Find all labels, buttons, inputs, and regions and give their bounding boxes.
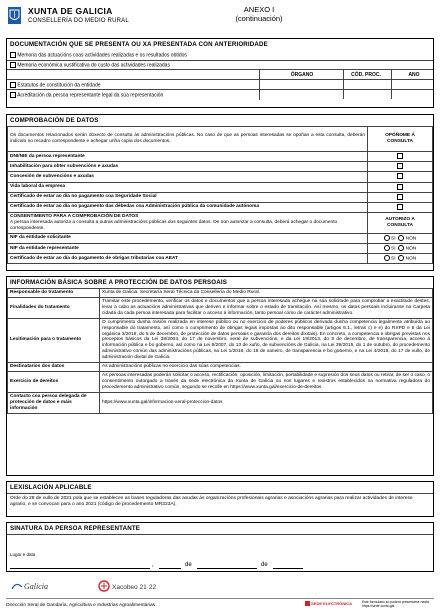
consent-text: A persoa interesada autoriza a consulta a outras administracións públicas dos seguintes datos. De non autorizar a consulta, deberá achegar o documento correspondente. — [10, 219, 338, 231]
check-item: Certificado de estar ao día no pagamento coa Seguridade Social — [8, 192, 368, 202]
privacy-text: O cumprimento dunha misión realizada en interese público ou no exercicio de poderes públicos derivada dunha competencia legalmente atribuída ao responsable do tratamento, así como o cumprimento de obrigas legais impostas ao dito responsable (artigos 6.1., letras c) e e) do RXPD e 8 da Lei orgánica 3/2018, do 5 de decembro, de protección de datos persoais e garantía dos dereitos dixitais). En concreto, a competencia e obrigas previstas nos preceptos básicos da Lei 38/2003, do 17 de novembro, xeral de subvencións, e da Lei 19/2013, do 9 de decembro, de transparencia, acceso á información pública e bo goberno, así como na Lei 9/2007, do 13 de xuño, de subvencións de Galicia, na Lei 39/2015, do 1 de outubro, do procedemento administrativo común das administracións públicas, na Lei 1/2016, do 18 de xaneiro, de transparencia e bo goberno, e na Lei 4/2019, do 17 de xullo, de administración dixital de Galicia. — [100, 318, 433, 362]
oppose-header-line: CONSULTA — [387, 139, 413, 144]
consent-item: Certificado de estar ao día do pagamento de obrigas tributarias coa AEAT — [8, 254, 368, 264]
oppose-checkbox[interactable] — [397, 153, 403, 159]
doc-table-header — [7, 69, 433, 79]
organ-header: ÓRGANO — [290, 72, 314, 78]
privacy-text: Xunta de Galicia. Secretaría Xeral Técnica da Consellería do Medio Rural. — [100, 289, 433, 298]
yes-label: SI — [391, 236, 396, 242]
consent-item: NIF da entidade representante — [8, 243, 368, 253]
privacy-text: Tramitar este procedemento, verificar os datos e documentos que a persoa interesada achegue na súa solicitude para comprobar a exactitude destes, levar a cabo as actuacións administrativas que deriven e informar sobre o estado de tramitación. Así mesmo, os datos persoais incluiranse na Carpeta cidadá da cada persoa interesada para facilitar o acceso á información, tanto persoal como de carácter administrativo. — [100, 298, 433, 319]
documents-title: DOCUMENTACIÓN QUE SE PRESENTA OU XA PRESENTADA CON ANTERIORIDADE — [10, 41, 268, 48]
yes-radio[interactable] — [384, 245, 390, 251]
sede-note-line: Este formulario só poderá presentarse nesta — [362, 600, 429, 604]
day-field[interactable] — [159, 568, 181, 569]
de-label: de — [185, 562, 192, 568]
separator-comma: , — [152, 562, 154, 568]
no-label: NON — [405, 236, 417, 242]
doc-prev-row — [7, 79, 433, 89]
doc-label: Memoria económica xustificativa do custo das actividades realizadas — [17, 62, 170, 69]
footer-divider — [6, 598, 434, 599]
sede-label-text: SEDE ELECTRÓNICA — [311, 601, 353, 606]
year-header: ANO — [408, 72, 420, 78]
galicia-logo — [10, 579, 58, 598]
oppose-header — [368, 127, 433, 152]
consent-title: CONSENTIMENTO PARA A COMPROBACIÓN DE DATOS — [10, 214, 139, 220]
annex-label — [228, 5, 290, 23]
check-item: Certificado de estar ao día no pagamento das débedas coa Administración pública da comunidade autónoma — [8, 202, 368, 212]
sede-label — [305, 601, 352, 606]
xacobeo-logo — [98, 579, 158, 598]
signature-section — [6, 522, 434, 572]
authorize-header — [368, 213, 433, 234]
consent-options — [368, 254, 433, 264]
law-section — [6, 481, 434, 517]
de-label: de — [261, 562, 268, 568]
privacy-label: Destinatarios dos datos — [8, 363, 100, 372]
no-radio[interactable] — [398, 245, 404, 251]
doc-row — [7, 60, 433, 69]
privacy-table — [7, 288, 433, 414]
no-label: NON — [405, 256, 417, 262]
privacy-label: Finalidades do tratamento — [8, 298, 100, 319]
yes-label: SI — [391, 256, 396, 262]
yes-label: SI — [391, 246, 396, 252]
data-check-table — [7, 126, 433, 264]
annex-subtitle: (continuación) — [235, 14, 283, 23]
authorize-header-line: CONSULTA — [387, 222, 413, 228]
data-check-title: COMPROBACIÓN DE DATOS — [10, 117, 99, 124]
galicia-logo-text: Galicia — [24, 582, 48, 591]
privacy-label: Lexitimación para o tratamento — [8, 318, 100, 362]
no-label: NON — [405, 246, 417, 252]
privacy-text: As administracións públicas no exercicio das súas competencias. — [100, 363, 433, 372]
check-item: Vida laboral da empresa — [8, 182, 368, 192]
check-item: Inhabilitación para obter subvencións e axudas — [8, 162, 368, 172]
annex-title: ANEXO I — [243, 5, 275, 14]
privacy-section — [6, 276, 434, 476]
privacy-link[interactable]: https://www.xunta.gal/informacion-xeral-proteccion-datos — [100, 392, 433, 413]
month-field[interactable] — [197, 568, 257, 569]
year-field[interactable] — [273, 568, 303, 569]
xunta-shield-icon — [8, 7, 21, 24]
privacy-label: Contacto coa persoa delegada de protección de datos e máis información — [8, 392, 100, 413]
xacobeo-logo-text: Xacobeo 21·22 — [112, 584, 157, 591]
oppose-checkbox[interactable] — [397, 184, 403, 190]
check-item: DNI/NIE da persoa representante — [8, 152, 368, 162]
doc-prev-label: Acreditación da persoa representante legal da súa representación — [17, 91, 164, 98]
data-check-section — [6, 114, 434, 271]
consent-item: NIF da entidade solicitante — [8, 233, 368, 243]
check-item: Concesión de subvencións e axudas — [8, 172, 368, 182]
signature-area — [7, 534, 433, 572]
oppose-header-line: OPÓÑOME Á — [385, 133, 415, 139]
department-name: CONSELLERÍA DO MEDIO RURAL — [28, 18, 129, 24]
proc-code-header: CÓD. PROC. — [351, 72, 381, 78]
oppose-checkbox[interactable] — [397, 173, 403, 179]
doc-prev-row — [7, 89, 433, 99]
page-header — [6, 5, 436, 31]
doc-checkbox[interactable] — [10, 52, 16, 58]
place-field[interactable] — [10, 568, 150, 569]
no-radio[interactable] — [398, 255, 404, 261]
consent-options — [368, 233, 433, 243]
doc-checkbox[interactable] — [10, 62, 16, 68]
privacy-label: Exercicio de dereitos — [8, 372, 100, 393]
doc-label: Memoria das actuacións coas actividades realizadas e os resultados obtidos — [17, 52, 187, 59]
consent-options — [368, 243, 433, 253]
oppose-checkbox[interactable] — [397, 194, 403, 200]
no-radio[interactable] — [398, 235, 404, 241]
sede-url[interactable]: https://sede.xunta.gal — [362, 604, 395, 608]
doc-prev-label: Estatutos de constitución da entidade — [17, 81, 101, 88]
data-check-intro: Os documentos relacionados serán obxecto de consulta ás administracións públicas. No caso de que as persoas interesadas se opoñan a esta consulta, deberán indicalo no recadro correspondente e achegar unha copia dos documentos. — [8, 127, 368, 152]
sede-note — [362, 600, 436, 608]
law-title: LEXISLACIÓN APLICABLE — [10, 484, 92, 491]
oppose-checkbox[interactable] — [397, 163, 403, 169]
signature-title: SINATURA DA PERSOA REPRESENTANTE — [10, 525, 141, 532]
documents-section — [6, 38, 434, 108]
privacy-label: Responsable do tratamento — [8, 289, 100, 298]
sede-icon — [305, 601, 310, 606]
yes-radio[interactable] — [384, 235, 390, 241]
doc-row — [7, 51, 433, 60]
directorate-name: Dirección Xeral de Gandaría, Agricultura e Industrias Agroalimentarias — [6, 603, 156, 608]
law-text: Orde do 28 de xullo de 2021 pola que se establecen as bases reguladoras das axudas ás organizacións profesionais agrarias e asociacións agrarias para realizar actividades de interese agrario, e se convocan para o ano 2021 (código de procedemento MR323A). — [7, 493, 433, 510]
place-date-label: Lugar e data — [10, 552, 36, 557]
doc-prev-checkbox[interactable] — [10, 82, 16, 88]
brand-name: XUNTA DE GALICIA — [28, 6, 113, 16]
privacy-title: INFORMACIÓN BÁSICA SOBRE A PROTECCIÓN DE DATOS PERSOAIS — [10, 279, 228, 286]
authorize-header-line: AUTORIZO A — [385, 216, 415, 222]
footer-logos — [6, 577, 434, 595]
yes-radio[interactable] — [384, 255, 390, 261]
privacy-text: As persoas interesadas poderán solicitar o acceso, rectificación, oposición, limitación, portabilidade e supresión dos seus datos ou retirar, de ser o caso, o consentimento outorgado a través da sede electrónica da Xunta de Galicia ou nos lugares e rexistros establecidos na normativa reguladora do procedemento administrativo común, segundo se recolle en https://www.xunta.gal/exercicio-de-dereitos — [100, 372, 433, 393]
oppose-checkbox[interactable] — [397, 204, 403, 210]
doc-prev-checkbox[interactable] — [10, 92, 16, 98]
consent-block — [8, 213, 368, 234]
